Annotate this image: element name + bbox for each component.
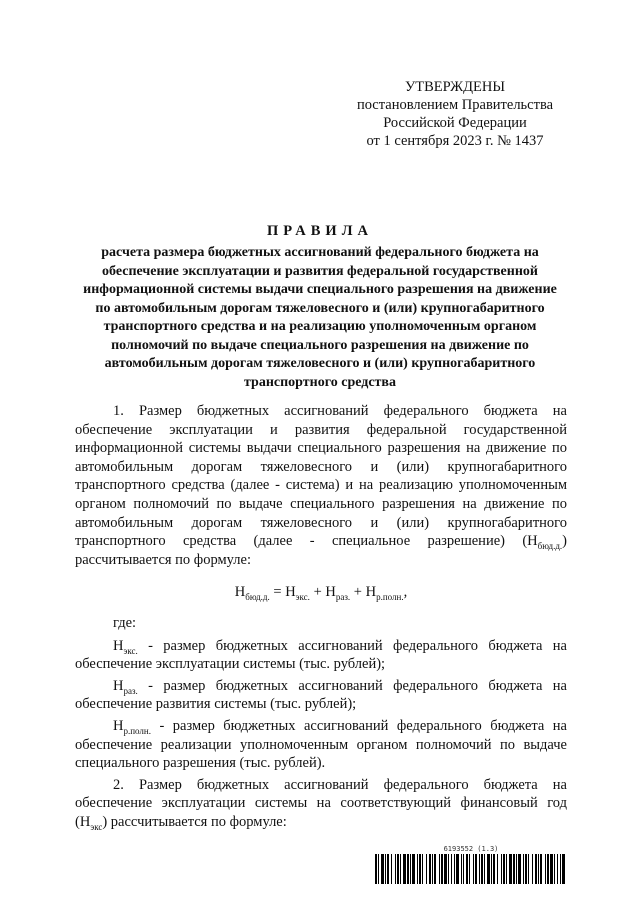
document-body — [75, 402, 567, 831]
definition-item — [75, 677, 567, 714]
paragraph-1 — [75, 402, 567, 569]
approval-stamp — [340, 78, 570, 150]
approval-heading: УТВЕРЖДЕНЫ — [404, 79, 506, 95]
formula-end: , — [403, 584, 408, 601]
barcode-image — [375, 854, 567, 884]
definition-var: Н — [113, 717, 124, 734]
paragraph-2-tail: ) рассчитывается по формуле: — [102, 813, 287, 830]
paragraph-1-text: 1. Размер бюджетных ассигнований федерального бюджета на обеспечение эксплуатации и развития федеральной государственной информационной системы выдачи специального разрешения на движение по автомобильным дорогам тяжеловесного и (или) крупногабаритного транспортного средства (далее - система) и на реализацию уполномоченным органом полномочий по выдаче специального разрешения на движение по автомобильным дорогам тяжеловесного и (или) крупногабаритного транспортного средства (далее - специальное разрешение) ( — [75, 403, 567, 550]
formula-term-3-sub: р.полн. — [376, 592, 404, 603]
formula-lhs: Н — [234, 584, 246, 601]
document-title: ПРАВИЛА — [267, 223, 373, 239]
where-label: где: — [113, 614, 137, 631]
approval-line-authority: Российской Федерации — [383, 115, 527, 131]
paragraph-1-var: Н — [527, 533, 538, 550]
definition-var: Н — [113, 637, 124, 654]
paragraph-1-var-sub: бюд.д. — [537, 541, 563, 552]
definition-text: - размер бюджетных ассигнований федерального бюджета на обеспечение развития системы (тыс. рублей); — [75, 677, 567, 713]
formula-1 — [75, 583, 567, 602]
formula-term-1-sub: экс. — [295, 592, 310, 603]
paragraph-2-var: Н — [79, 813, 91, 830]
definition-var-sub: раз. — [123, 685, 138, 696]
paragraph-2 — [75, 776, 567, 832]
approval-line-resolution: постановлением Правительства — [356, 97, 554, 113]
definition-text: - размер бюджетных ассигнований федерального бюджета на обеспечение эксплуатации системы (тыс. рублей); — [75, 637, 567, 673]
formula-equals: = — [269, 584, 286, 601]
formula-term-3: Н — [365, 584, 377, 601]
formula-term-2: Н — [325, 584, 336, 601]
definition-var-sub: р.полн. — [123, 725, 151, 736]
definition-text: - размер бюджетных ассигнований федерального бюджета на обеспечение реализации уполномоченным органом полномочий по выдаче специального разрешения (тыс. рублей). — [75, 717, 567, 772]
definition-var-sub: экс. — [123, 645, 138, 656]
paragraph-2-text: 2. Размер бюджетных ассигнований федерального бюджета на обеспечение эксплуатации системы на соответствующий финансовый год ( — [75, 776, 567, 830]
definition-var: Н — [113, 677, 124, 694]
paragraph-1-tail: ) рассчитывается по формуле: — [75, 533, 567, 568]
formula-term-2-sub: раз. — [335, 592, 351, 603]
barcode-block — [375, 845, 567, 884]
formula-plus-1: + — [309, 584, 326, 601]
definition-item — [75, 717, 567, 773]
document-subtitle: расчета размера бюджетных ассигнований федерального бюджета на обеспечение эксплуатации и развития федеральной государственной информационной системы выдачи специального разрешения на движение по автомобильным дорогам тяжеловесного и (или) крупногабаритного транспортного средства и на реализацию уполномоченным органом полномочий по выдаче специального разрешения на движение по автомобильным дорогам тяжеловесного и (или) крупногабаритного транспортного средства — [83, 245, 557, 390]
formula-term-1: Н — [285, 584, 296, 601]
formula-plus-2: + — [350, 584, 366, 601]
approval-line-date: от 1 сентября 2023 г. № 1437 — [366, 133, 544, 149]
definition-item — [75, 637, 567, 674]
barcode-number: 6193552 (1.3) — [443, 845, 499, 853]
formula-lhs-sub: бюд.д. — [245, 592, 270, 603]
paragraph-2-var-sub: экс — [90, 821, 103, 832]
